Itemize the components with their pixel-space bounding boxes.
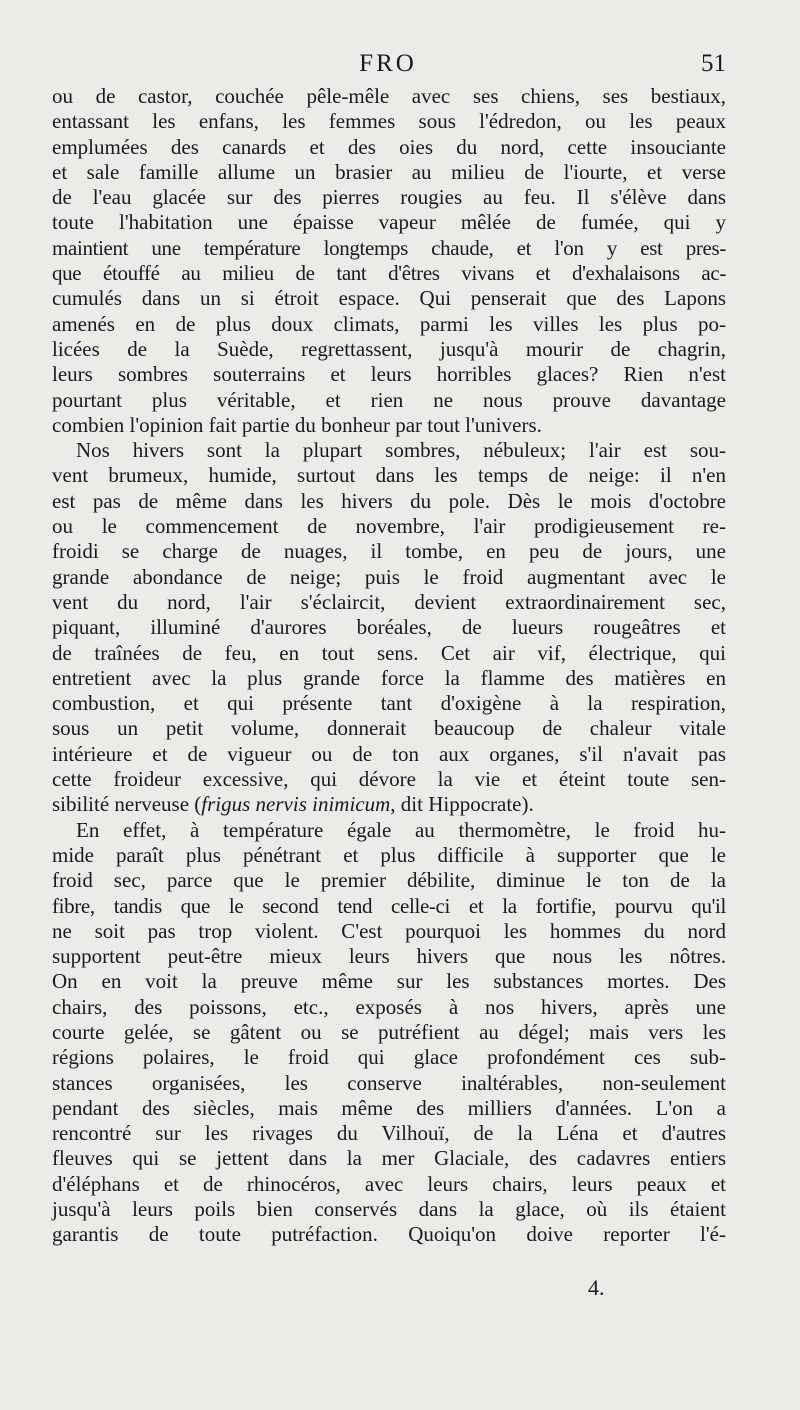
text-line: pourtant plus véritable, et rien ne nous prouve davantage	[52, 387, 726, 412]
text-line: supportent peut-être mieux leurs hivers que nous les nôtres.	[52, 944, 726, 969]
text-line: leurs sombres souterrains et leurs horribles glaces? Rien n'est	[52, 362, 726, 387]
text-line: entassant les enfans, les femmes sous l'édredon, ou les peaux	[52, 109, 726, 134]
text-line: cumulés dans un si étroit espace. Qui penserait que des Lapons	[52, 286, 726, 311]
paragraph	[52, 818, 726, 1248]
text-line: sous un petit volume, donnerait beaucoup de chaleur vitale	[52, 716, 726, 741]
text-line: licées de la Suède, regrettassent, jusqu'à mourir de chagrin,	[52, 336, 726, 361]
text-line: chairs, des poissons, etc., exposés à nos hivers, après une	[52, 994, 726, 1019]
paragraph	[52, 438, 726, 817]
text-line: ou de castor, couchée pêle-mêle avec ses chiens, ses bestiaux,	[52, 84, 726, 108]
text-line: froid sec, parce que le premier débilite, diminue le ton de la	[52, 868, 726, 893]
text-line: est pas de même dans les hivers du pole. Dès le mois d'octobre	[52, 488, 726, 513]
text-line: grande abondance de neige; puis le froid augmentant avec le	[52, 564, 726, 589]
signature-mark: 4.	[588, 1275, 605, 1300]
text-line: fleuves qui se jettent dans la mer Glaciale, des cadavres entiers	[52, 1146, 726, 1171]
text-line: fibre, tandis que le second tend celle-ci et la fortifie, pourvu qu'il	[52, 893, 726, 918]
text-line: vent brumeux, humide, surtout dans les temps de neige: il n'en	[52, 463, 726, 488]
text-line: jusqu'à leurs poils bien conservés dans la glace, où ils étaient	[52, 1197, 726, 1222]
text-line: amenés en de plus doux climats, parmi les villes les plus po-	[52, 311, 726, 336]
text-line: combustion, et qui présente tant d'oxigène à la respiration,	[52, 691, 726, 716]
text-line: toute l'habitation une épaisse vapeur mêlée de fumée, qui y	[52, 210, 726, 235]
body-text	[52, 84, 726, 1248]
page-number: 51	[701, 50, 726, 77]
text-line: ou le commencement de novembre, l'air prodigieusement re-	[52, 514, 726, 539]
text-line	[52, 792, 726, 817]
text-line: entretient avec la plus grande force la flamme des matières en	[52, 665, 726, 690]
text-line: Nos hivers sont la plupart sombres, nébuleux; l'air est sou-	[76, 438, 726, 463]
text-line: d'éléphans et de rhinocéros, avec leurs chairs, leurs peaux et	[52, 1171, 726, 1196]
text-line: de l'eau glacée sur des pierres rougies au feu. Il s'élève dans	[52, 185, 726, 210]
text-line: garantis de toute putréfaction. Quoiqu'on doive reporter l'é-	[52, 1222, 726, 1247]
text-line: de traînées de feu, en tout sens. Cet air vif, électrique, qui	[52, 640, 726, 665]
text-line: que étouffé au milieu de tant d'êtres vivans et d'exhalaisons ac-	[52, 261, 726, 286]
text-line: régions polaires, le froid qui glace profondément ces sub-	[52, 1045, 726, 1070]
latin-quote: frigus nervis inimicum	[201, 792, 391, 817]
text-line: En effet, à température égale au thermomètre, le froid hu-	[76, 817, 726, 842]
text-fragment: , dit Hippocrate).	[390, 792, 534, 817]
text-line: stances organisées, les conserve inaltérables, non-seulement	[52, 1070, 726, 1095]
text-line: pendant des siècles, mais même des milliers d'années. L'on a	[52, 1095, 726, 1120]
text-line: emplumées des canards et des oies du nord, cette insouciante	[52, 134, 726, 159]
text-line: courte gelée, se gâtent ou se putréfient au dégel; mais vers les	[52, 1019, 726, 1044]
text-line: mide paraît plus pénétrant et plus difficile à supporter que le	[52, 842, 726, 867]
text-line: vent du nord, l'air s'éclaircit, devient extraordinairement sec,	[52, 589, 726, 614]
text-line: maintient une température longtemps chaude, et l'on y est pres-	[52, 235, 726, 260]
text-line: ne soit pas trop violent. C'est pourquoi les hommes du nord	[52, 918, 726, 943]
text-line: rencontré sur les rivages du Vilhouï, de la Léna et d'autres	[52, 1121, 726, 1146]
page-header	[50, 50, 726, 82]
text-fragment: sibilité nerveuse (	[52, 792, 202, 817]
paragraph	[52, 84, 726, 438]
running-head: FRO	[359, 50, 417, 77]
text-line: froidi se charge de nuages, il tombe, en peu de jours, une	[52, 539, 726, 564]
text-line: et sale famille allume un brasier au milieu de l'iourte, et verse	[52, 159, 726, 184]
text-line: cette froideur excessive, qui dévore la vie et éteint toute sen-	[52, 767, 726, 792]
text-line: On en voit la preuve même sur les substances mortes. Des	[52, 969, 726, 994]
text-line: intérieure et de vigueur ou de ton aux organes, s'il n'avait pas	[52, 741, 726, 766]
text-line: piquant, illuminé d'aurores boréales, de lueurs rougeâtres et	[52, 615, 726, 640]
text-line: combien l'opinion fait partie du bonheur par tout l'univers.	[52, 412, 542, 437]
